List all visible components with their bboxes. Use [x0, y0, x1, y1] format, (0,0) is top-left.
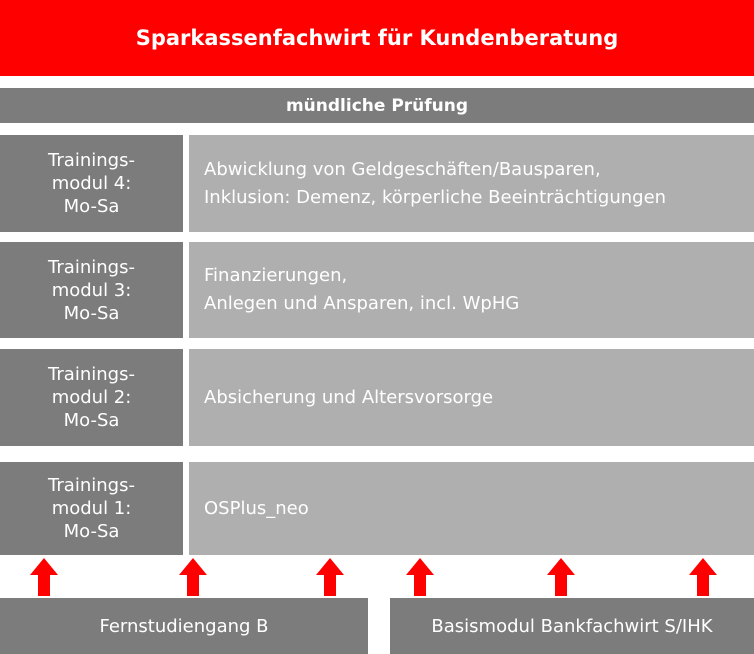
module-2-label-line: Mo-Sa [63, 410, 120, 431]
module-4-description [189, 135, 754, 232]
footer-fernstudiengang [0, 598, 368, 654]
module-4-label [0, 135, 183, 232]
exam-title: mündliche Prüfung [285, 95, 469, 116]
module-3-label [0, 242, 183, 338]
footer-right-label: Basismodul Bankfachwirt S/IHK [431, 615, 713, 637]
module-4-label-line: Trainings- [48, 150, 135, 171]
module-1-label-line: Trainings- [48, 475, 135, 496]
up-arrow-icon [406, 558, 434, 596]
module-3-description-line: Finanzierungen, [204, 265, 348, 286]
module-2-description-line: Absicherung und Altersvorsorge [204, 386, 494, 408]
page-title: Sparkassenfachwirt für Kundenberatung [135, 26, 619, 50]
exam-header [0, 88, 754, 123]
footer-left-label: Fernstudiengang B [99, 615, 269, 637]
up-arrow-icon [547, 558, 575, 596]
up-arrow-icon [689, 558, 717, 596]
module-4-description-line: Inklusion: Demenz, körperliche Beeinträchtigungen [204, 186, 667, 208]
module-4-label-line: Mo-Sa [63, 196, 120, 217]
up-arrow-icon [316, 558, 344, 596]
module-2-label [0, 349, 183, 446]
module-2-label-line: Trainings- [48, 364, 135, 385]
module-3-label-line: Mo-Sa [63, 302, 120, 324]
module-1-label [0, 462, 183, 555]
module-1-label-line: Mo-Sa [63, 521, 120, 542]
module-3-label-line: Trainings- [48, 256, 135, 278]
page-title-banner [0, 0, 754, 76]
module-1-label-line: modul 1: [51, 498, 132, 519]
module-1-description [189, 462, 754, 555]
module-2-label-line: modul 2: [51, 387, 132, 408]
module-4-description-line: Abwicklung von Geldgeschäften/Bausparen, [204, 158, 601, 180]
module-4-label-line: modul 4: [51, 173, 132, 194]
module-3-description [189, 242, 754, 338]
module-3-label-line: modul 3: [51, 279, 132, 301]
module-3-description-line: Anlegen und Ansparen, incl. WpHG [204, 293, 520, 314]
up-arrow-icon [179, 558, 207, 596]
module-2-description [189, 349, 754, 446]
module-1-description-line: OSPlus_neo [204, 497, 309, 519]
footer-basismodul [390, 598, 754, 654]
up-arrow-icon [30, 558, 58, 596]
